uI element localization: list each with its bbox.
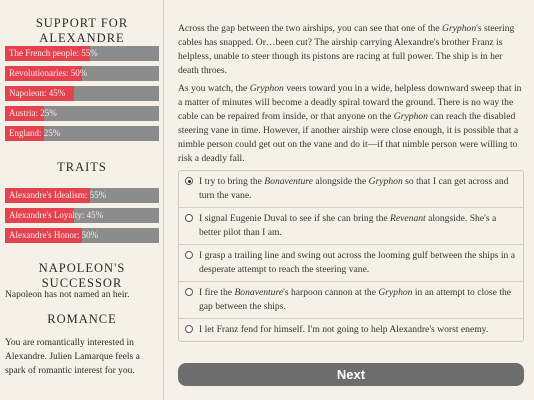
romance-heading: ROMANCE [47, 312, 117, 326]
choice-option-3[interactable]: I grasp a trailing line and swing out across the looming gulf between the ships in a desperate attempt to reach the steering vane. [179, 244, 523, 281]
romance-text: You are romantically interested in Alexandre. Julien Lamarque feels a spark of romantic interest for you. [5, 338, 140, 376]
stat-bar-napoleon [5, 86, 159, 101]
story-paragraph-1: Across the gap between the two airships, you can see that one of the Gryphon's steering cables has snapped. Or…been cut? The airship carrying Alexandre's brother Franz is helpless, unable to steer though its pistons are racing at full power. The ship is in her death throes. [178, 23, 515, 76]
stat-bar-england [5, 126, 159, 141]
stats-sidebar [0, 0, 164, 400]
stat-label: The French people: 55% [9, 48, 98, 58]
choice-option-5[interactable]: I let Franz fend for himself. I'm not going to help Alexandre's worst enemy. [179, 318, 523, 341]
next-button[interactable]: Next [178, 363, 524, 386]
trait-bar-idealism [5, 188, 159, 203]
trait-label: Alexandre's Loyalty: 45% [9, 210, 104, 220]
successor-text: Napoleon has not named an heir. [5, 290, 130, 300]
successor-heading: NAPOLEON'S SUCCESSOR [38, 261, 126, 290]
stat-label: Napoleon: 45% [9, 88, 66, 98]
support-heading: SUPPORT FOR ALEXANDRE [35, 16, 129, 45]
story-paragraph-2: As you watch, the Gryphon veers toward you in a wide, helpless downward sweep that in a matter of minutes will become a deadly spiral toward the ground. There is no way the cable can be repaired from inside, or that anyone on the Gryphon can reach the disabled steering vane in time. However, if another airship were close enough, it is possible that a nimble person could get out on the vane and do it—if that nimble person were willing to risk a deadly fall. [178, 83, 522, 164]
trait-bar-honor [5, 228, 159, 243]
trait-bar-loyalty [5, 208, 159, 223]
stat-label: Austria: 25% [9, 108, 57, 118]
choice-option-2[interactable]: I signal Eugenie Duval to see if she can bring the Revenant alongside. She's a better pilot than I am. [179, 207, 523, 244]
stat-label: Revolutionaries: 50% [9, 68, 88, 78]
trait-label: Alexandre's Idealism: 55% [9, 190, 107, 200]
radio-icon[interactable] [185, 251, 193, 259]
story-panel [178, 0, 524, 400]
stat-bar-austria [5, 106, 159, 121]
choice-option-4[interactable]: I fire the Bonaventure's harpoon cannon at the Gryphon in an attempt to close the gap between the ships. [179, 281, 523, 318]
radio-icon[interactable] [185, 288, 193, 296]
stat-bar-french-people [5, 46, 159, 61]
stat-label: England: 25% [9, 128, 61, 138]
trait-label: Alexandre's Honor: 50% [9, 230, 99, 240]
radio-icon[interactable] [185, 214, 193, 222]
choice-option-1[interactable]: I try to bring the Bonaventure alongside the Gryphon so that I can get across and turn the vane. [179, 171, 523, 207]
radio-selected-icon[interactable] [185, 177, 193, 185]
choice-list [178, 170, 524, 342]
stat-bar-revolutionaries [5, 66, 159, 81]
radio-icon[interactable] [185, 325, 193, 333]
traits-heading: TRAITS [57, 160, 107, 174]
